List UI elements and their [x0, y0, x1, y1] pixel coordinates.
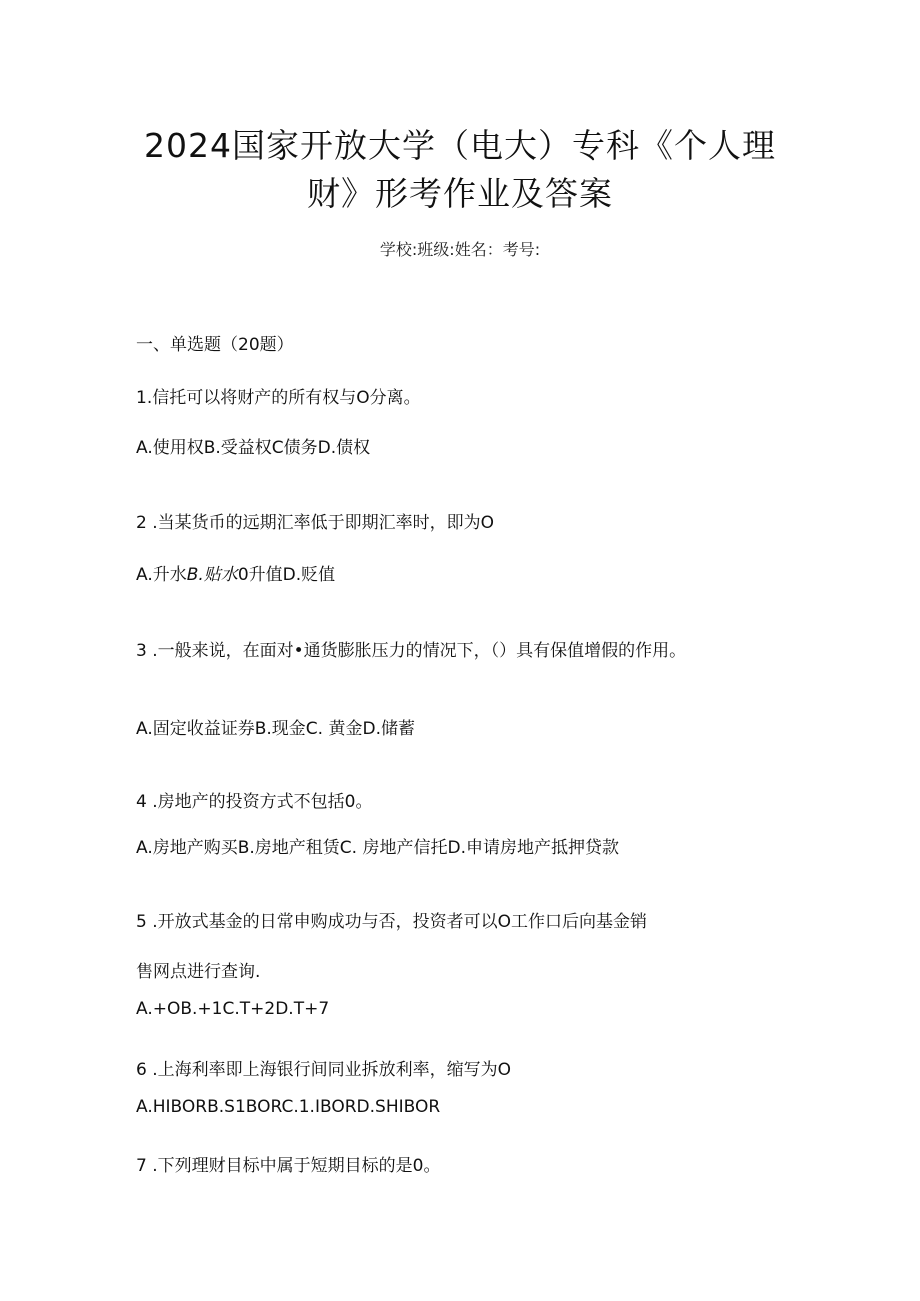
question-5-stem-line-2: 售网点进行查询. — [136, 962, 261, 982]
student-info-line: 学校:班级:姓名：考号: — [379, 240, 541, 259]
question-6-stem: 6 .上海利率即上海银行间同业拆放利率，缩写为O — [136, 1060, 512, 1080]
question-2-options — [136, 563, 335, 587]
question-1-options: A.使用权B.受益权C债务D.债权 — [136, 438, 371, 458]
section-heading: 一、单选题（20题） — [136, 335, 294, 355]
question-5-stem-line-1: 5 .开放式基金的日常申购成功与否，投资者可以O工作口后向基金销 — [136, 912, 648, 932]
question-3-stem: 3 .一般来说，在面对•通货膨胀压力的情况下，（）具有保值增假的作用。 — [136, 641, 687, 661]
question-5-options: A.+OB.+1C.T+2D.T+7 — [136, 999, 330, 1019]
question-2-option-rest: 0升值D.贬值 — [237, 565, 336, 585]
question-2-option-b: B.贴水 — [186, 565, 238, 585]
question-4-stem: 4 .房地产的投资方式不包括0。 — [136, 792, 373, 812]
document-title-line-1: 2024国家开放大学（电大）专科《个人理 — [144, 126, 776, 165]
document-title-line-2: 财》形考作业及答案 — [307, 174, 613, 213]
question-1-stem: 1.信托可以将财产的所有权与O分离。 — [136, 388, 421, 408]
question-2-option-a: A.升水 — [136, 565, 187, 585]
question-3-options: A.固定收益证券B.现金C. 黄金D.储蓄 — [136, 719, 415, 739]
question-4-options: A.房地产购买B.房地产租赁C. 房地产信托D.申请房地产抵押贷款 — [136, 838, 619, 858]
question-6-options: A.HIBORB.S1BORC.1.IBORD.SHIBOR — [136, 1097, 441, 1117]
question-2-stem: 2 .当某货币的远期汇率低于即期汇率时，即为O — [136, 513, 495, 533]
question-7-stem: 7 .下列理财目标中属于短期目标的是0。 — [136, 1156, 441, 1176]
